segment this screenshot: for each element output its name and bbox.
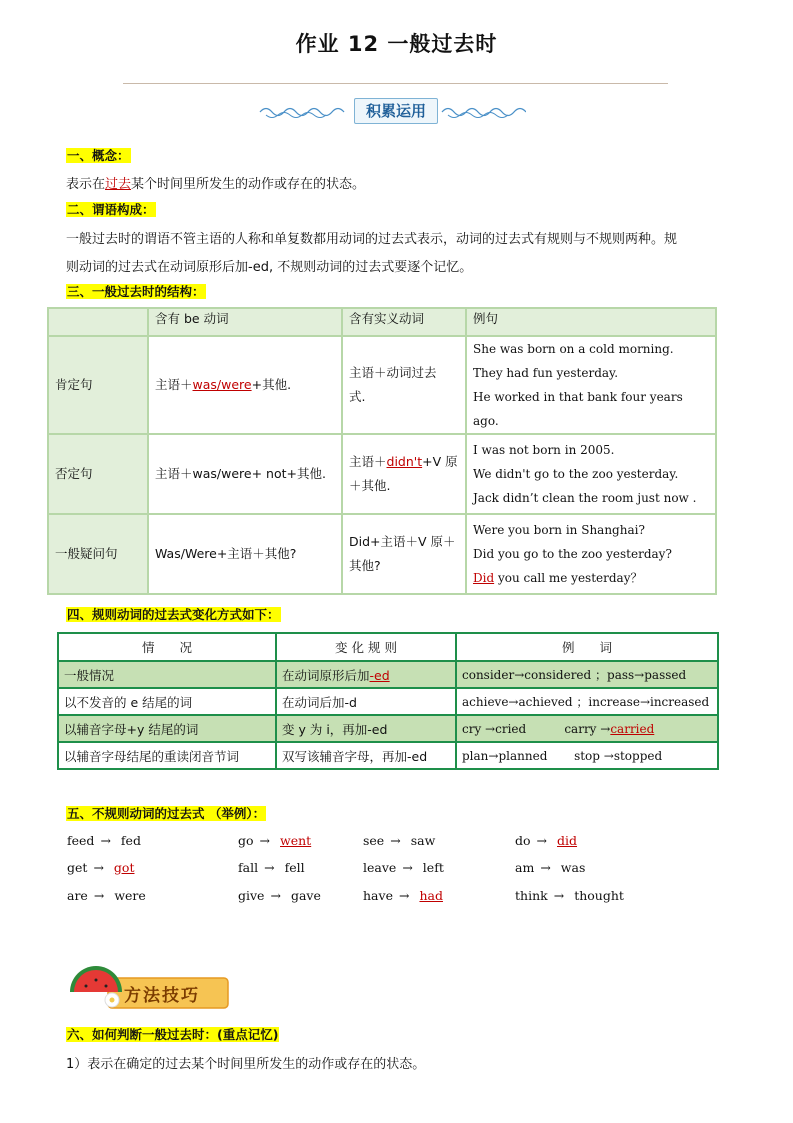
table-row [48, 514, 716, 594]
rule-cell: 在动词后加-d [276, 688, 456, 715]
table-row [58, 661, 718, 688]
be-verb-cell: 主语＋was/were+ not+其他. [148, 434, 342, 514]
section-1-heading: 一、概念： [67, 148, 130, 163]
arrow-icon: → [259, 833, 271, 848]
rule-cell: 在动词原形后加-ed [276, 661, 456, 688]
verb-base: leave [363, 860, 397, 875]
situation-cell: 一般情况 [58, 661, 276, 688]
be-verb-cell: Was/Were+主语＋其他? [148, 514, 342, 594]
example-cell: I was not born in 2005. We didn't go to the zoo yesterday. Jack didn’t clean the room just now . [466, 434, 716, 514]
arrow-icon: → [398, 888, 410, 903]
header-cell [48, 308, 148, 336]
row-label: 肯定句 [48, 336, 148, 434]
irregular-verb-pair [363, 833, 435, 848]
section-6-heading: 六、如何判断一般过去时：(重点记忆) [67, 1027, 279, 1042]
verb-base: am [515, 860, 535, 875]
verb-base: feed [67, 833, 95, 848]
arrow-icon: → [270, 888, 281, 903]
verb-base: do [515, 833, 531, 848]
table-row [48, 434, 716, 514]
example-cell: consider→considered ；pass→passed [456, 661, 718, 688]
arrow-icon: → [93, 860, 104, 875]
verb-past: went [280, 833, 312, 848]
section-6-line-1: 1）表示在确定的过去某个时间里所发生的动作或存在的状态。 [66, 1057, 426, 1072]
main-verb-cell: 主语＋didn't+V 原 ＋其他. [342, 434, 466, 514]
section-2-line-1: 一般过去时的谓语不管主语的人称和单复数都用动词的过去式表示，动词的过去式有规则与不规则两种。规 [66, 232, 678, 247]
table-row [48, 336, 716, 434]
arrow-icon: → [390, 833, 401, 848]
arrow-icon: → [540, 860, 551, 875]
irregular-verb-pair [67, 833, 141, 848]
section-banner [258, 98, 526, 124]
table-header-row [58, 633, 718, 661]
table-row [58, 715, 718, 742]
irregular-verb-pair [363, 888, 443, 903]
arrow-icon: → [93, 888, 105, 903]
arrow-icon: → [100, 833, 111, 848]
verb-base: think [515, 888, 548, 903]
verb-past: did [557, 833, 578, 848]
verb-base: see [363, 833, 385, 848]
arrow-icon: → [536, 833, 548, 848]
be-verb-cell: 主语＋was/were+其他. [148, 336, 342, 434]
section-1-text: 表示在过去某个时间里所发生的动作或存在的状态。 [66, 177, 366, 192]
row-label: 否定句 [48, 434, 148, 514]
arrow-icon: → [402, 860, 413, 875]
verb-past: had [419, 888, 443, 903]
situation-cell: 以不发音的 e 结尾的词 [58, 688, 276, 715]
rule-cell: 变 y 为 i，再加-ed [276, 715, 456, 742]
irregular-verb-pair [363, 860, 444, 875]
irregular-verb-pair [67, 860, 134, 875]
header-cell: 含有 be 动词 [148, 308, 342, 336]
example-cell: plan→planned stop →stopped [456, 742, 718, 769]
method-badge [68, 962, 230, 1012]
irregular-verb-pair [515, 860, 585, 875]
table-header-row [48, 308, 716, 336]
verb-past: were [114, 888, 146, 903]
method-badge-label: 方法技巧 [124, 986, 200, 1006]
section-3-heading: 三、一般过去时的结构： [67, 284, 205, 299]
table-row [58, 742, 718, 769]
irregular-verb-pair [238, 833, 311, 848]
verb-base: fall [238, 860, 259, 875]
header-cell: 例 词 [456, 633, 718, 661]
verb-past: left [422, 860, 444, 875]
structure-table [47, 307, 717, 595]
example-cell: Were you born in Shanghai? Did you go to the zoo yesterday? Did you call me yesterday？ [466, 514, 716, 594]
verb-past: saw [410, 833, 436, 848]
arrow-icon: → [264, 860, 275, 875]
example-cell: cry →cried carry →carried [456, 715, 718, 742]
verb-past: was [560, 860, 586, 875]
section-5-heading: 五、不规则动词的过去式 （举例）： [67, 806, 266, 821]
verb-past: thought [574, 888, 624, 903]
irregular-verb-pair [67, 888, 146, 903]
example-cell: She was born on a cold morning. They had fun yesterday. He worked in that bank four years ago. [466, 336, 716, 434]
irregular-verb-pair [238, 860, 305, 875]
situation-cell: 以辅音字母+y 结尾的词 [58, 715, 276, 742]
section-4-heading: 四、规则动词的过去式变化方式如下： [67, 607, 280, 622]
verb-past: fell [284, 860, 305, 875]
page-title: 作业 12 一般过去时 [295, 32, 498, 56]
header-cell: 含有实义动词 [342, 308, 466, 336]
irregular-verb-pair [238, 888, 321, 903]
verb-base: have [363, 888, 393, 903]
verb-base: get [67, 860, 88, 875]
rule-cell: 双写该辅音字母，再加-ed [276, 742, 456, 769]
section-2-line-2: 则动词的过去式在动词原形后加-ed, 不规则动词的过去式要逐个记忆。 [66, 260, 473, 275]
verb-base: are [67, 888, 88, 903]
main-verb-cell: Did+主语＋V 原＋ 其他? [342, 514, 466, 594]
banner-label: 积累运用 [365, 102, 426, 120]
header-cell: 变 化 规 则 [276, 633, 456, 661]
main-verb-cell: 主语＋动词过去 式. [342, 336, 466, 434]
row-label: 一般疑问句 [48, 514, 148, 594]
title-divider [123, 83, 668, 84]
verb-past: fed [120, 833, 141, 848]
example-cell: achieve→achieved ；increase→increased [456, 688, 718, 715]
section-2-heading: 二、谓语构成： [67, 202, 155, 217]
verb-past: got [113, 860, 135, 875]
situation-cell: 以辅音字母结尾的重读闭音节词 [58, 742, 276, 769]
table-row [58, 688, 718, 715]
irregular-verb-pair [515, 888, 624, 903]
header-cell: 情 况 [58, 633, 276, 661]
verb-base: give [238, 888, 265, 903]
verb-past: gave [290, 888, 321, 903]
irregular-verb-pair [515, 833, 577, 848]
regular-verb-table [57, 632, 719, 770]
header-cell: 例句 [466, 308, 716, 336]
verb-base: go [238, 833, 254, 848]
arrow-icon: → [553, 888, 565, 903]
